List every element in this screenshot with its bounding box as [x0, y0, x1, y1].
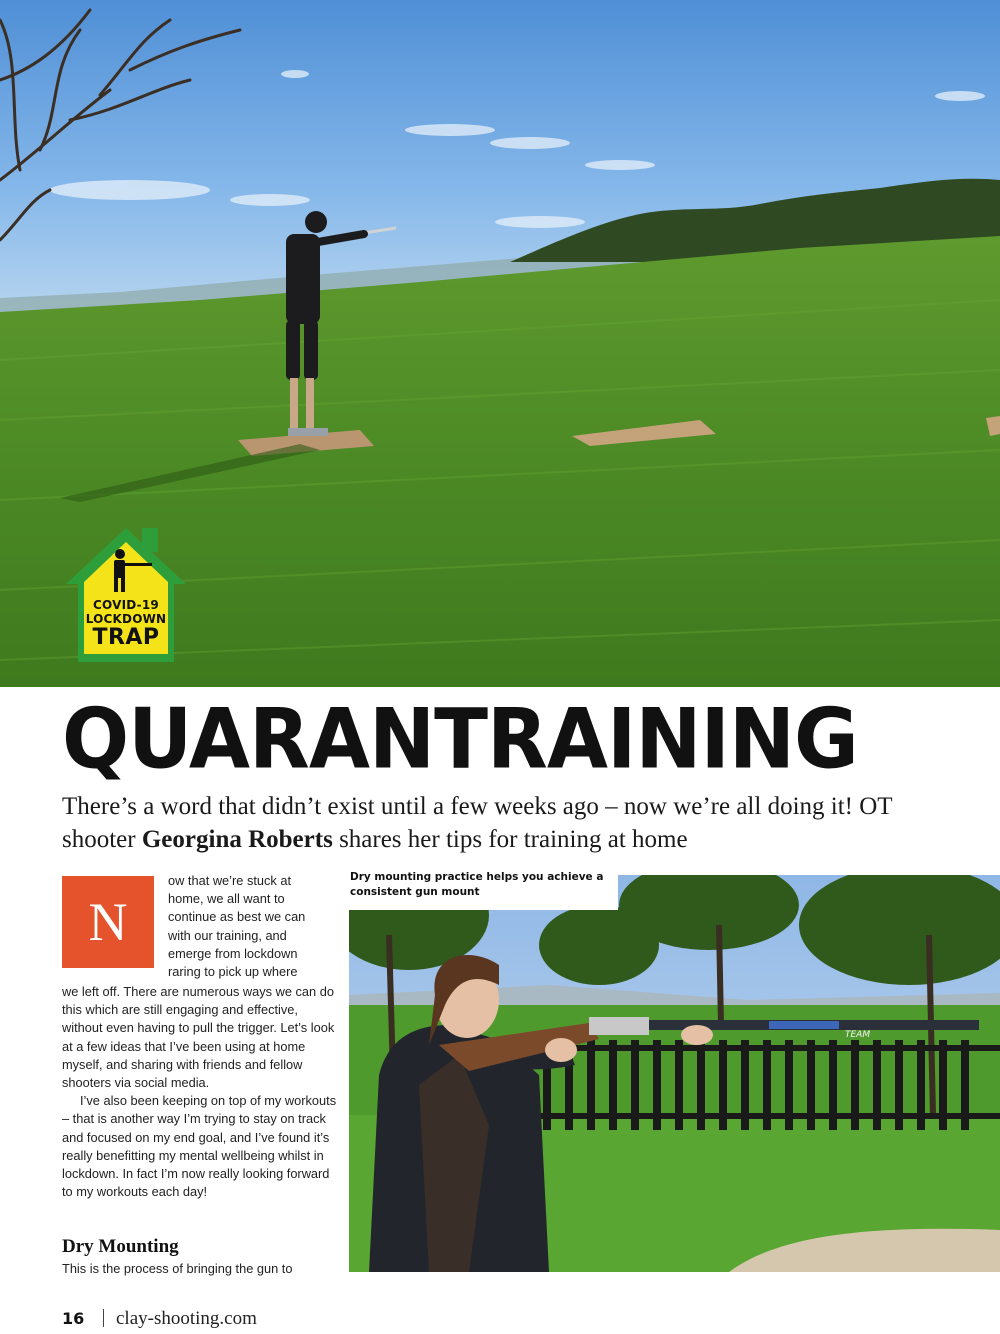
dry-mount-photo: [349, 875, 1000, 1272]
badge-line-3: TRAP: [92, 625, 160, 650]
standfirst-end: shares her tips for training at home: [332, 826, 688, 853]
standfirst-intro: There’s a word that didn’t exist until a few weeks ago – now we’re all doing it! OT shooter: [62, 793, 893, 853]
intro-line: continue as best we can: [168, 909, 306, 925]
standfirst: [62, 790, 962, 856]
badge-line-2: LOCKDOWN: [85, 612, 167, 626]
intro-line: emerge from lockdown: [168, 945, 298, 961]
author-name: Georgina Roberts: [141, 826, 333, 853]
paragraph-2: I’ve also been keeping on top of my workouts – that is another way I’m trying to stay on track and focused on my end goal, and I’ve found it’s really benefitting my mental wellbeing whilst in lockdown. In fact I’m now really looking forward to my workouts each day!: [62, 1093, 337, 1200]
covid-lockdown-badge: [64, 524, 188, 664]
shooter-portrait-illustration: [349, 875, 1000, 1272]
article-title: QUARANTRAINING: [62, 690, 858, 788]
badge-line-1: COVID-19: [93, 598, 159, 612]
website-url: clay-shooting.com: [116, 1308, 257, 1329]
section-heading: Dry Mounting: [62, 1236, 179, 1257]
body-text: [62, 983, 342, 1201]
intro-line: ow that we’re stuck at: [168, 873, 292, 888]
drop-cap: N: [62, 876, 154, 968]
footer-divider: [103, 1309, 104, 1327]
intro-paragraph-rest: we left off. There are numerous ways we can do this which are still engaging and effective, without even having to pull the trigger. Let’s look at a few ideas that I’ve been using at home myself, and sharing with friends and fellow shooters via social media.: [62, 984, 335, 1091]
section-paragraph: This is the process of bringing the gun to: [62, 1261, 293, 1276]
intro-line: raring to pick up where: [168, 964, 298, 980]
gun-brand-label: TEAM: [845, 1030, 871, 1040]
intro-line: with our training, and: [168, 927, 287, 943]
photo-caption: Dry mounting practice helps you achieve a consistent gun mount: [342, 866, 618, 910]
page-number: 16: [62, 1309, 85, 1328]
intro-line: home, we all want to: [168, 891, 285, 907]
intro-wrapped-lines: [168, 872, 338, 981]
